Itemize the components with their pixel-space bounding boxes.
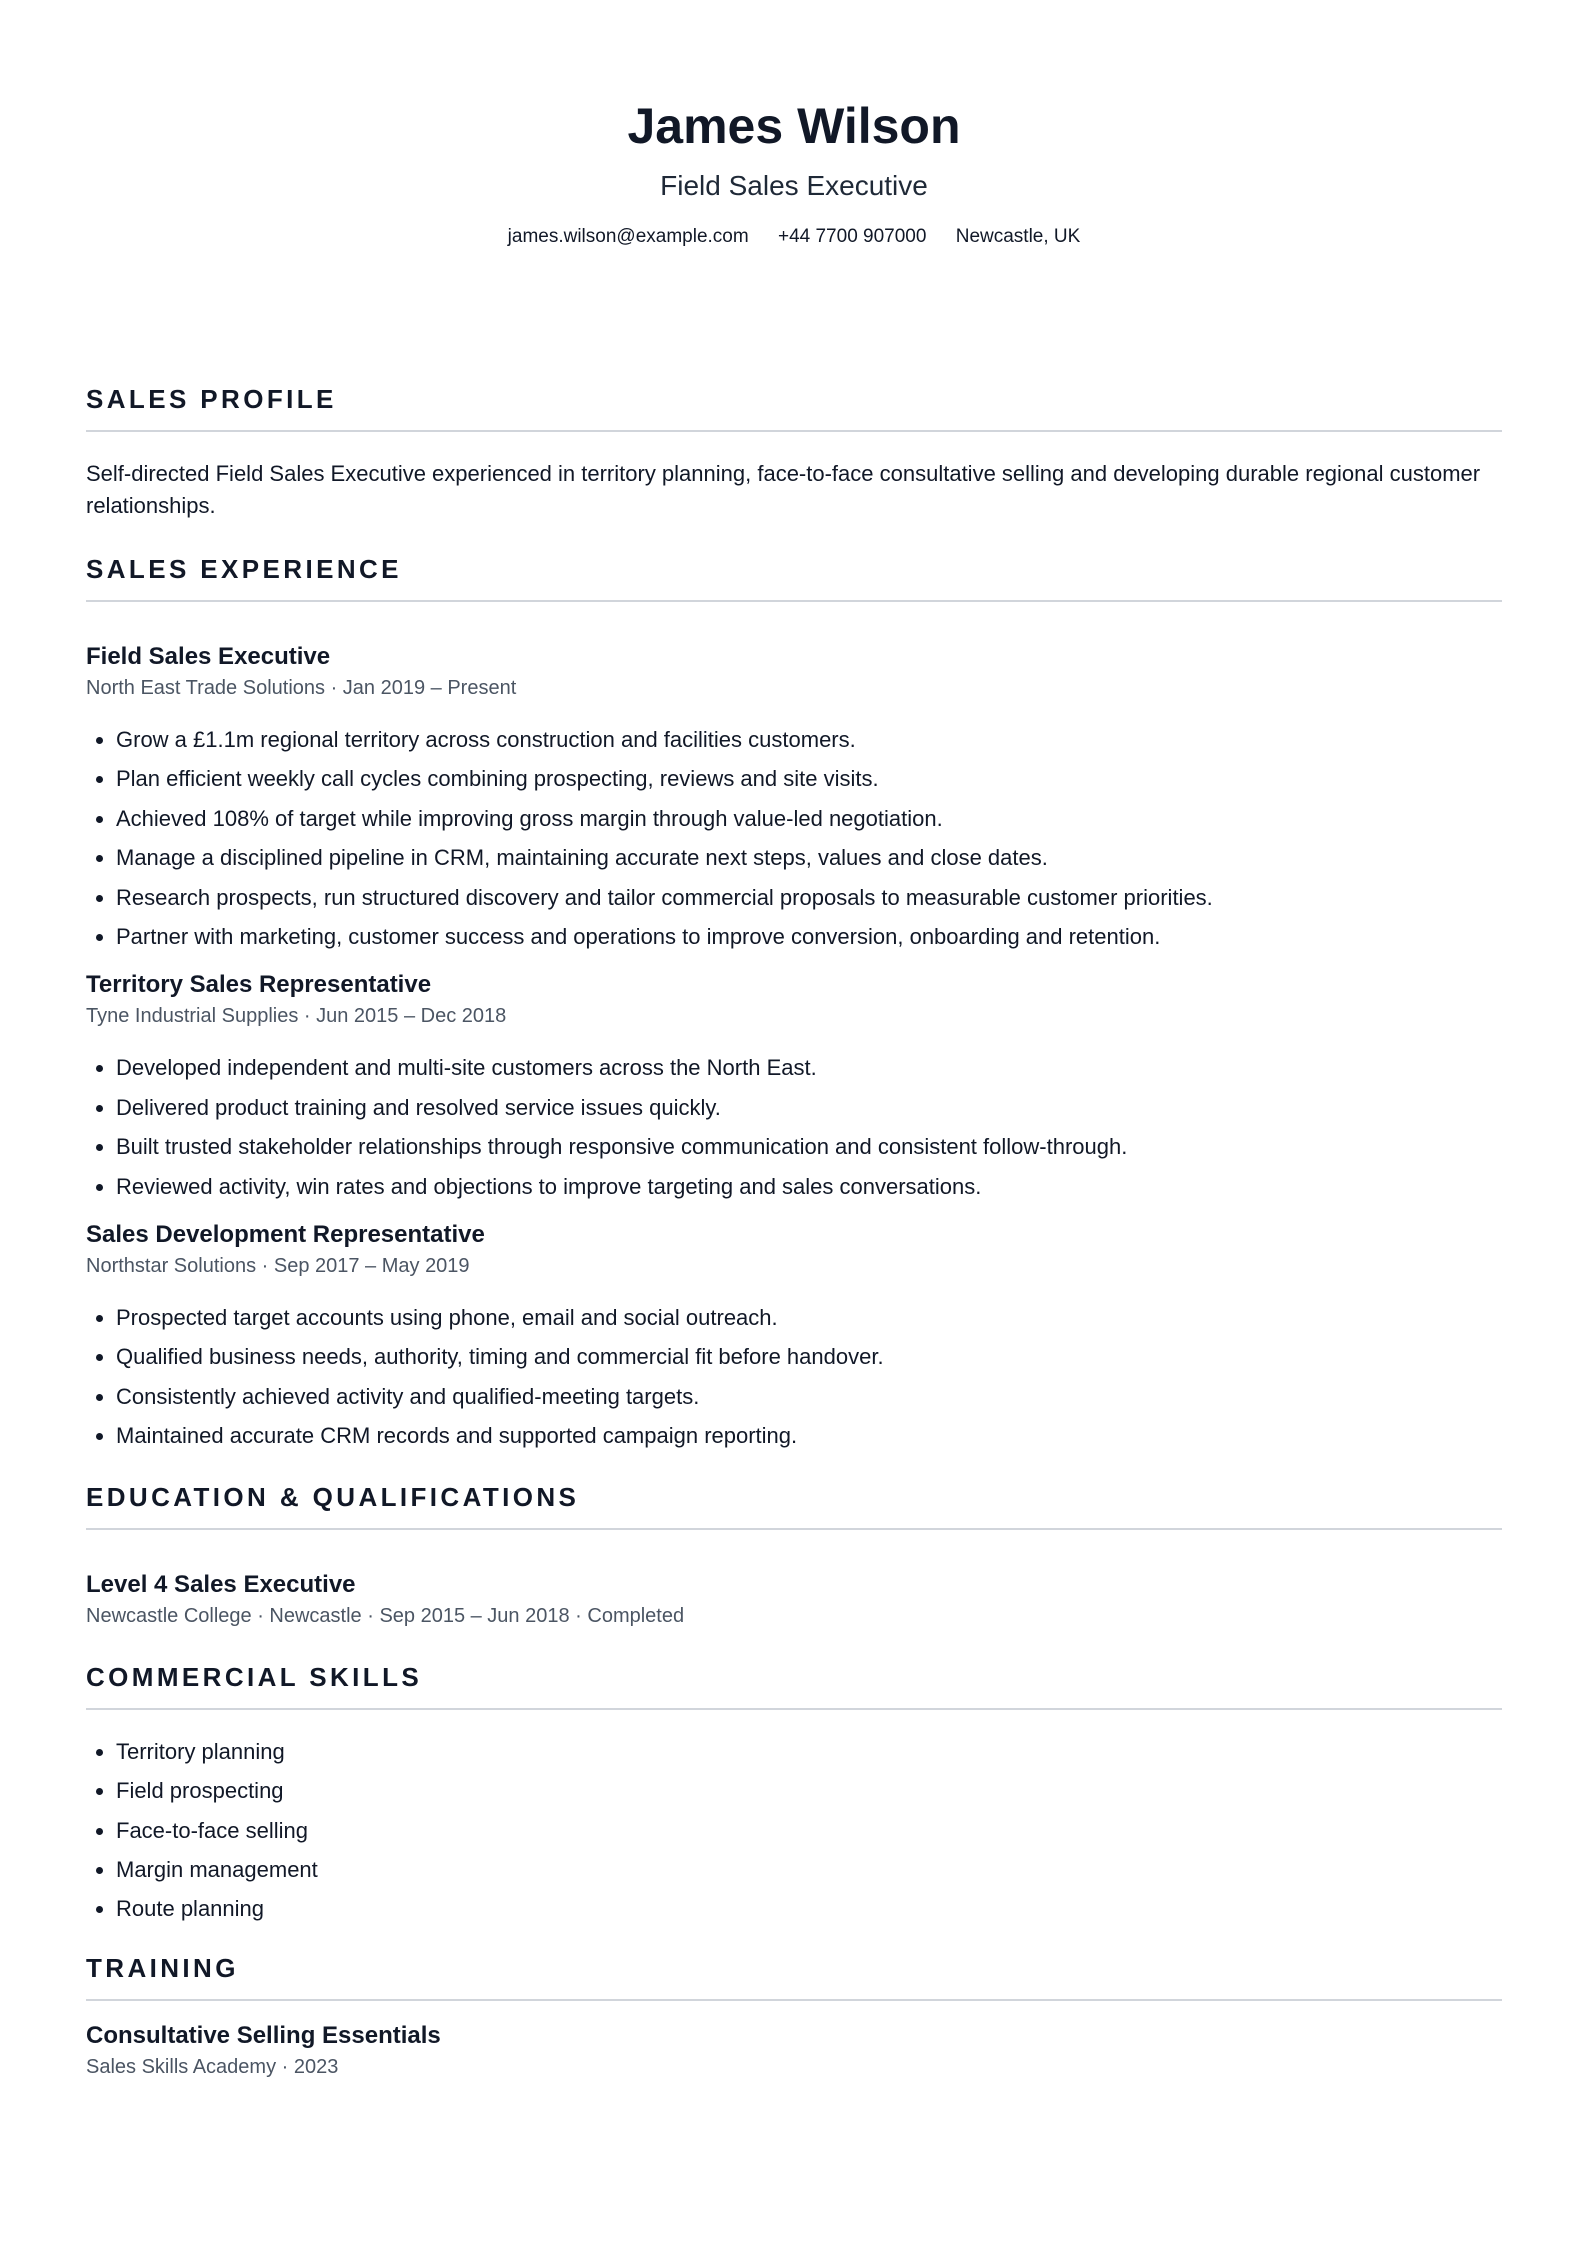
job-meta: North East Trade Solutions · Jan 2019 – Present <box>86 677 517 699</box>
list-item: • Manage a disciplined pipeline in CRM, maintaining accurate next steps, values and close dates. <box>116 838 1502 877</box>
job-meta: Tyne Industrial Supplies · Jun 2015 – Dec 2018 <box>86 1005 507 1028</box>
job-entry <box>86 970 1502 1206</box>
section-heading: TRAINING <box>86 1952 239 1983</box>
contact-email: james.wilson@example.com <box>507 226 749 247</box>
training-title: Consultative Selling Essentials <box>86 2021 441 2049</box>
list-item: • Qualified business needs, authority, timing and commercial fit before handover. <box>116 1337 1502 1376</box>
contact-line <box>86 224 1502 250</box>
candidate-title: Field Sales Executive <box>660 170 928 201</box>
contact-location: Newcastle, UK <box>955 226 1081 247</box>
job-bullets <box>86 720 1502 956</box>
section-heading: EDUCATION & QUALIFICATIONS <box>86 1481 580 1512</box>
qualification-meta: Newcastle College · Newcastle · Sep 2015 – Jun 2018 · Completed <box>86 1604 685 1627</box>
candidate-name: James Wilson <box>627 98 961 154</box>
job-bullets <box>86 1298 1502 1456</box>
section-divider <box>86 1999 1502 2001</box>
job-entry <box>86 1220 1502 1456</box>
training-entry <box>86 2021 1502 2081</box>
section-heading: COMMERCIAL SKILLS <box>86 1661 423 1692</box>
section-training <box>86 1951 1502 2081</box>
list-item: • Built trusted stakeholder relationships through responsive communication and consistent follow-through. <box>116 1127 1502 1166</box>
section-divider <box>86 430 1502 432</box>
section-divider <box>86 1528 1502 1530</box>
list-item: • Delivered product training and resolved service issues quickly. <box>116 1088 1502 1127</box>
list-item: • Margin management <box>116 1850 1502 1889</box>
section-skills <box>86 1660 1502 1929</box>
job-bullets <box>86 1048 1502 1206</box>
job-entry <box>86 642 1502 956</box>
profile-summary: Self-directed Field Sales Executive experienced in territory planning, face-to-face consultative selling and developing durable regional customer relationships. <box>86 461 1481 518</box>
list-item: • Route planning <box>116 1889 1502 1928</box>
list-item: • Face-to-face selling <box>116 1811 1502 1850</box>
list-item: • Consistently achieved activity and qualified-meeting targets. <box>116 1377 1502 1416</box>
job-role: Territory Sales Representative <box>86 971 432 999</box>
list-item: • Plan efficient weekly call cycles combining prospecting, reviews and site visits. <box>116 759 1502 798</box>
section-divider <box>86 600 1502 602</box>
list-item: • Reviewed activity, win rates and objections to improve targeting and sales conversations. <box>116 1167 1502 1206</box>
list-item: • Developed independent and multi-site customers across the North East. <box>116 1048 1502 1087</box>
list-item: • Grow a £1.1m regional territory across construction and facilities customers. <box>116 720 1502 759</box>
resume-header <box>86 0 1502 250</box>
qualification-title: Level 4 Sales Executive <box>86 1570 356 1598</box>
section-heading: SALES EXPERIENCE <box>86 554 402 584</box>
section-experience <box>86 552 1502 1456</box>
list-item: • Maintained accurate CRM records and supported campaign reporting. <box>116 1416 1502 1455</box>
list-item: • Field prospecting <box>116 1771 1502 1810</box>
section-heading: SALES PROFILE <box>86 384 337 414</box>
list-item: • Achieved 108% of target while improving gross margin through value-led negotiation. <box>116 799 1502 838</box>
list-item: • Prospected target accounts using phone, email and social outreach. <box>116 1298 1502 1337</box>
section-divider <box>86 1708 1502 1710</box>
job-meta: Northstar Solutions · Sep 2017 – May 2019 <box>86 1255 470 1278</box>
list-item: • Research prospects, run structured discovery and tailor commercial proposals to measurable customer priorities. <box>116 878 1502 917</box>
education-entry <box>86 1570 1502 1630</box>
section-profile <box>86 382 1502 522</box>
job-role: Field Sales Executive <box>86 643 331 670</box>
list-item: • Partner with marketing, customer success and operations to improve conversion, onboarding and retention. <box>116 917 1502 956</box>
training-meta: Sales Skills Academy · 2023 <box>86 2055 339 2078</box>
contact-phone: +44 7700 907000 <box>777 226 927 247</box>
skills-list <box>86 1732 1502 1929</box>
section-education <box>86 1480 1502 1630</box>
list-item: • Territory planning <box>116 1732 1502 1771</box>
job-role: Sales Development Representative <box>86 1221 485 1249</box>
